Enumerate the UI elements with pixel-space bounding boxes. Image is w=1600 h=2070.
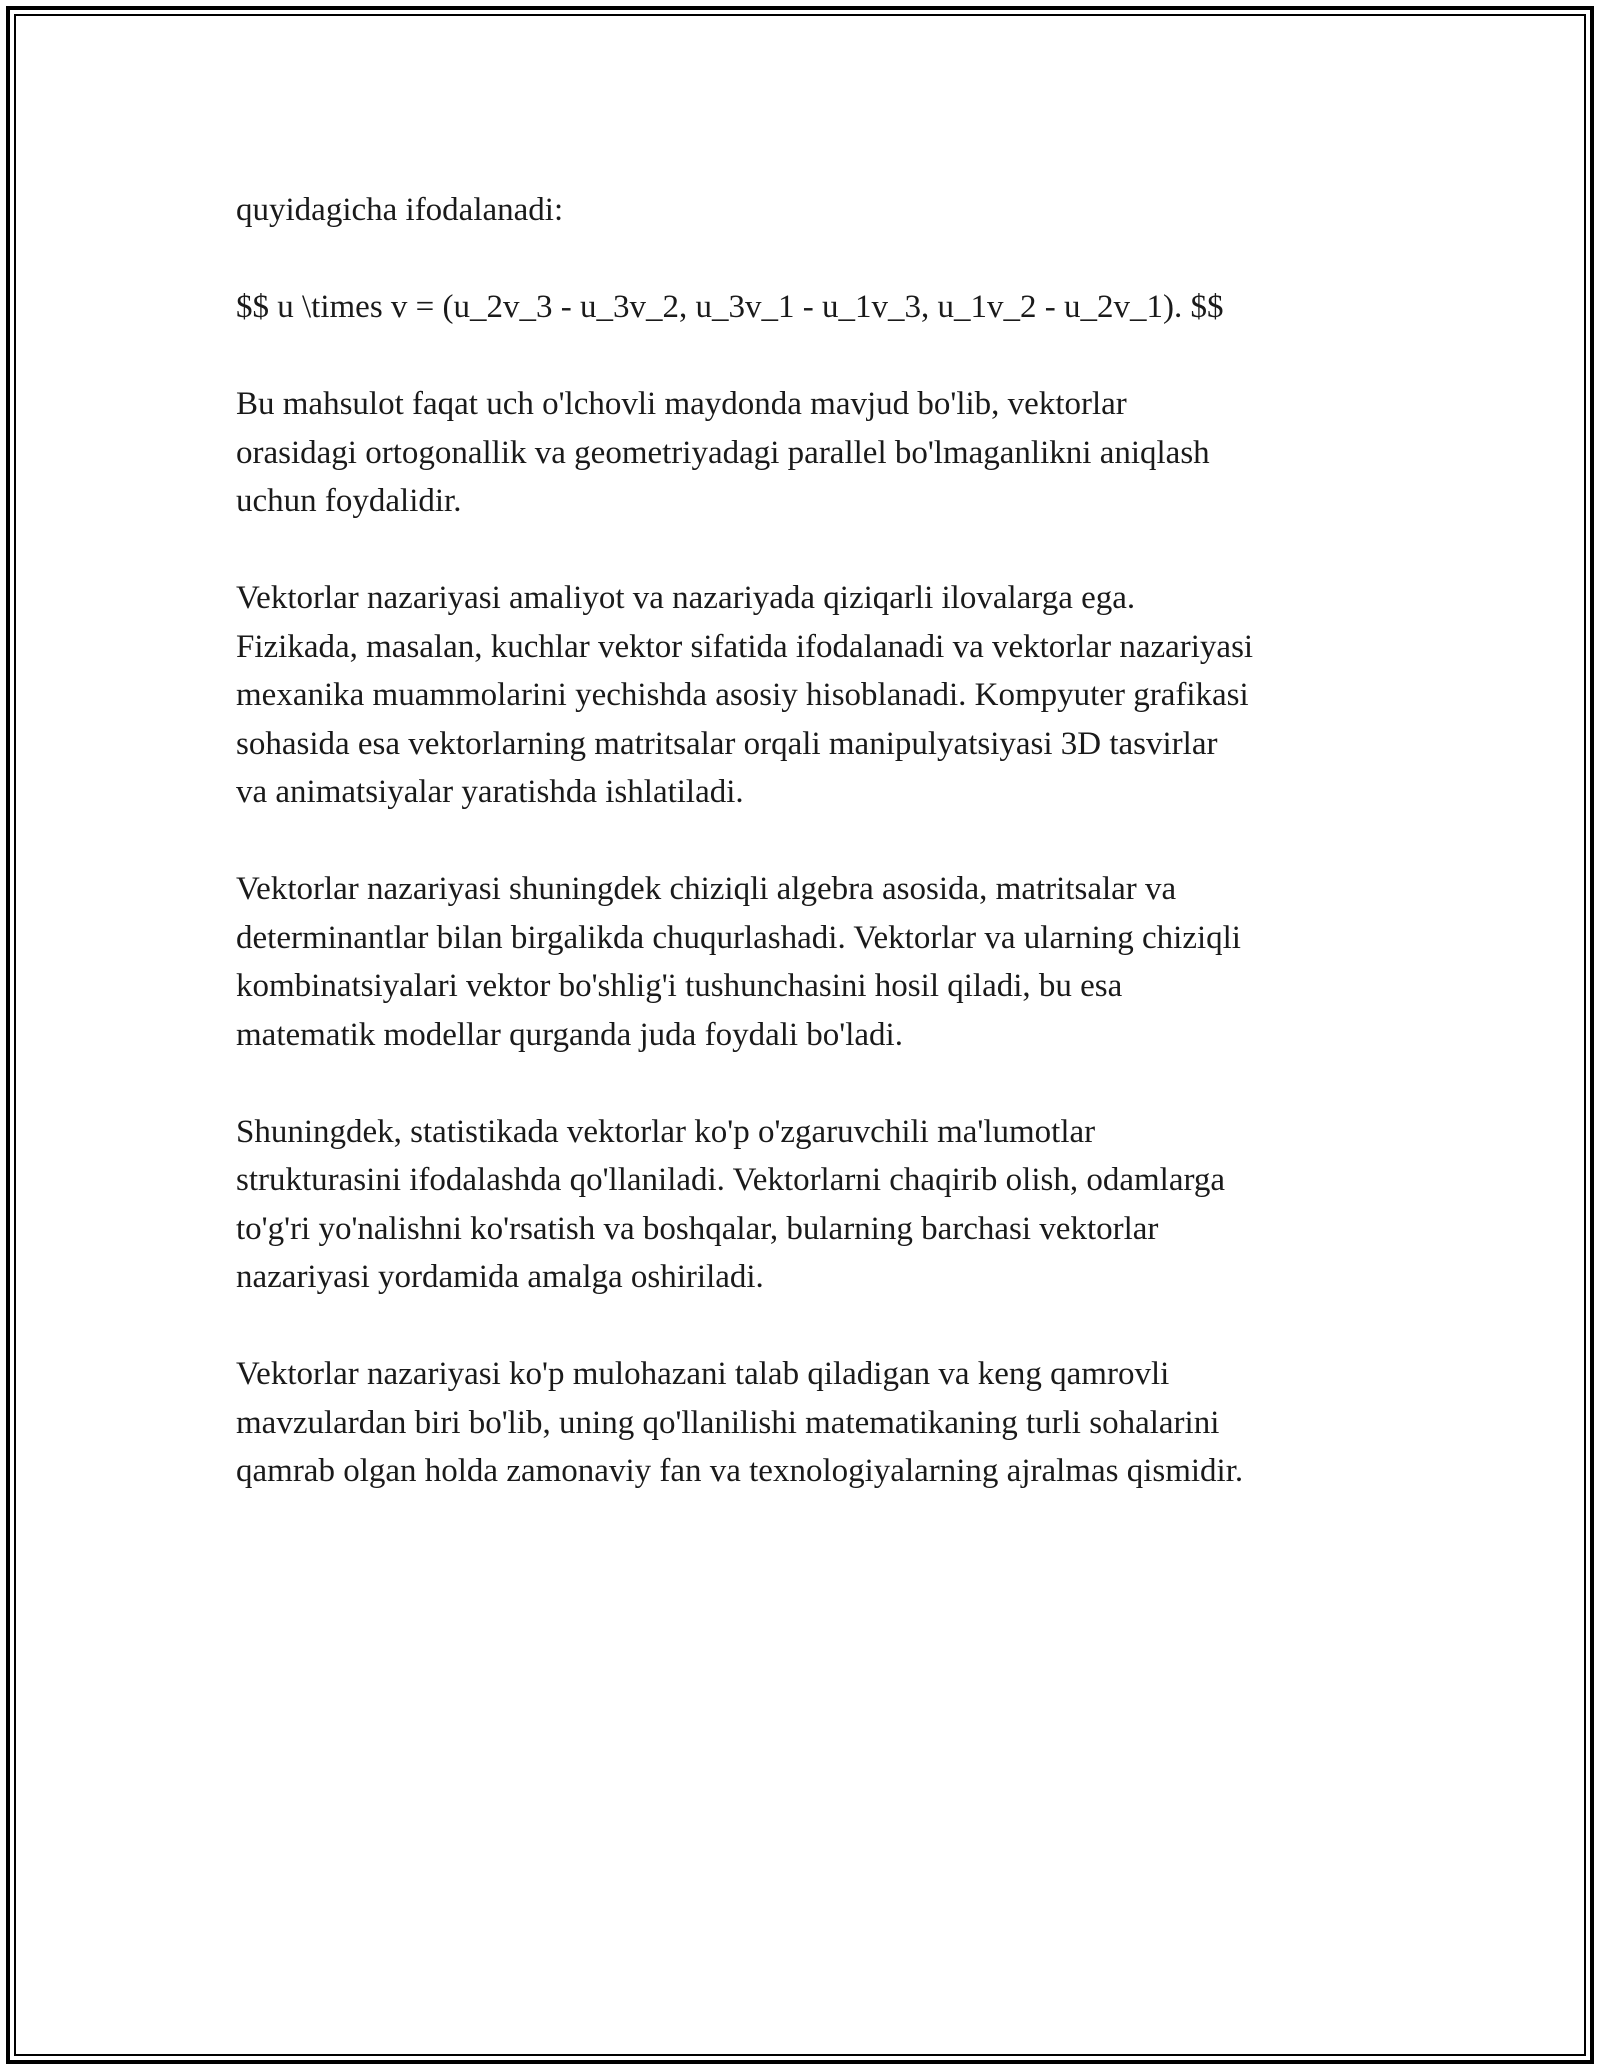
- text-line: sohasida esa vektorlarning matritsalar orqali manipulyatsiyasi 3D tasvirlar: [236, 725, 1218, 762]
- text-line: to'g'ri yo'nalishni ko'rsatish va boshqalar, bularning barchasi vektorlar: [236, 1210, 1159, 1247]
- paragraph-formula: [236, 283, 1376, 332]
- text-line: qamrab olgan holda zamonaviy fan va texnologiyalarning ajralmas qismidir.: [236, 1453, 1244, 1489]
- paragraph-statistics: [236, 1108, 1376, 1302]
- document-body: [236, 186, 1376, 1544]
- text-line: matematik modellar qurganda juda foydali bo'ladi.: [236, 1016, 903, 1053]
- paragraph-intro: [236, 186, 1376, 235]
- text-line: Shuningdek, statistikada vektorlar ko'p o'zgaruvchili ma'lumotlar: [236, 1113, 1096, 1150]
- paragraph-conclusion: [236, 1350, 1376, 1496]
- text-line: Vektorlar nazariyasi ko'p mulohazani talab qiladigan va keng qamrovli: [236, 1356, 1170, 1392]
- paragraph-applications: [236, 574, 1376, 817]
- text-line: Vektorlar nazariyasi shuningdek chiziqli algebra asosida, matritsalar va: [236, 871, 1177, 907]
- text-line: Vektorlar nazariyasi amaliyot va nazariyada qiziqarli ilovalarga ega.: [236, 580, 1136, 616]
- text-line: mavzulardan biri bo'lib, uning qo'llanilishi matematikaning turli sohalarini: [236, 1404, 1220, 1441]
- text-line: kombinatsiyalari vektor bo'shlig'i tushunchasini hosil qiladi, bu esa: [236, 968, 1123, 1004]
- text-line: mexanika muammolarini yechishda asosiy hisoblanadi. Kompyuter grafikasi: [236, 677, 1249, 713]
- text-line: quyidagicha ifodalanadi:: [236, 192, 564, 228]
- paragraph-linear-algebra: [236, 865, 1376, 1059]
- text-line: uchun foydalidir.: [236, 483, 462, 519]
- text-line: determinantlar bilan birgalikda chuqurlashadi. Vektorlar va ularning chiziqli: [236, 919, 1241, 956]
- text-line: orasidagi ortogonallik va geometriyadagi parallel bo'lmaganlikni aniqlash: [236, 434, 1210, 471]
- formula-line: $$ u \times v = (u_2v_3 - u_3v_2, u_3v_1 - u_1v_3, u_1v_2 - u_2v_1). $$: [236, 289, 1224, 325]
- text-line: va animatsiyalar yaratishda ishlatiladi.: [236, 774, 744, 810]
- text-line: strukturasini ifodalashda qo'llaniladi. Vektorlarni chaqirib olish, odamlarga: [236, 1162, 1226, 1198]
- text-line: Bu mahsulot faqat uch o'lchovli maydonda mavjud bo'lib, vektorlar: [236, 386, 1127, 422]
- text-line: Fizikada, masalan, kuchlar vektor sifatida ifodalanadi va vektorlar nazariyasi: [236, 628, 1254, 665]
- text-line: nazariyasi yordamida amalga oshiriladi.: [236, 1259, 764, 1295]
- paragraph-cross-product: [236, 380, 1376, 526]
